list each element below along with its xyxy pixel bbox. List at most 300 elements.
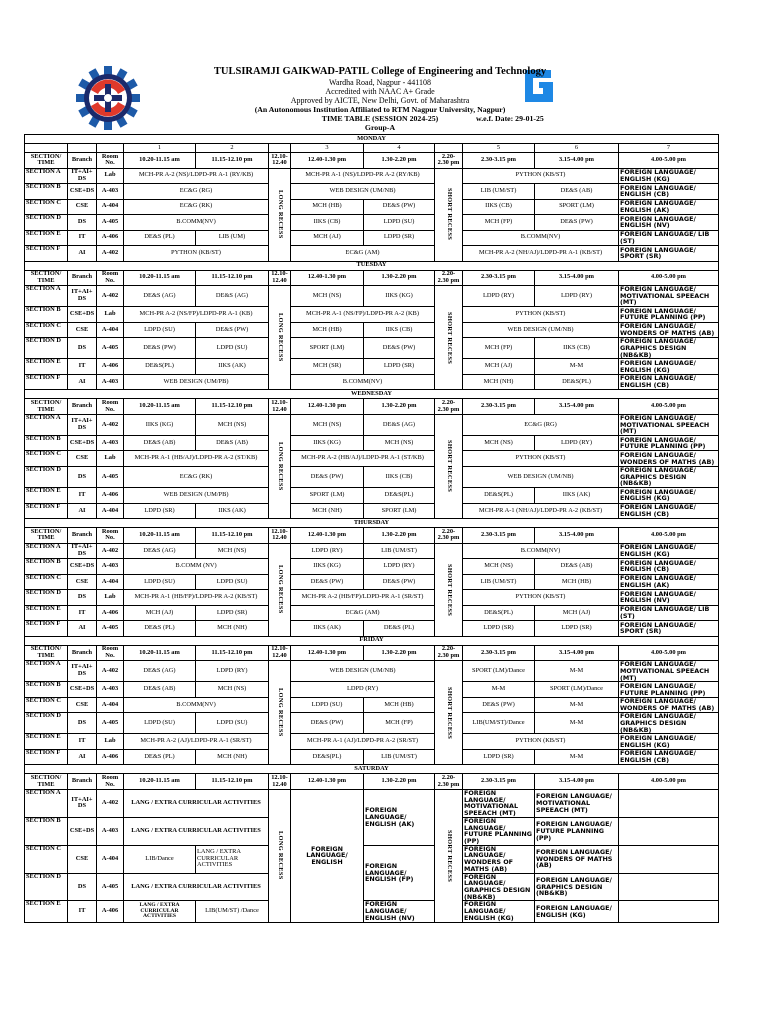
period-cell: DE&S (PW) [196, 322, 269, 338]
section-name: SECTION D [25, 873, 68, 901]
period-cell: LIB (UM/ST) [463, 184, 535, 200]
long-recess [269, 661, 291, 765]
section-name: SECTION D [25, 215, 68, 231]
blank-cell [269, 144, 291, 153]
table-row [25, 168, 719, 184]
room-cell: A-403 [97, 435, 124, 451]
foreign-language-cell: FOREIGN LANGUAGE/ ENGLISH (KG) [535, 901, 619, 922]
short-recess-timing: 2.20- 2.30 pm [435, 153, 463, 169]
foreign-language-cell: FOREIGN LANGUAGE/ GRAPHICS DESIGN (NB&KB) [619, 466, 719, 487]
period-cell: DE&S (AB) [124, 435, 196, 451]
period-cell: M-M [463, 682, 535, 698]
period-number: 5 [463, 144, 535, 153]
branch-cell: DS [68, 466, 97, 487]
section-name: SECTION C [25, 451, 68, 467]
period-cell: MCH (AJ) [124, 605, 196, 621]
period-cell: LDPD (RY) [291, 682, 435, 698]
branch-header: Branch [68, 270, 97, 286]
table-row [25, 322, 719, 338]
branch-cell: AI [68, 374, 97, 390]
period-cell: DE&S (PW) [364, 574, 435, 590]
period-cell: PYTHON (KB/ST) [463, 168, 619, 184]
section-name: SECTION F [25, 374, 68, 390]
blank-cell [619, 873, 719, 901]
period-cell: LDPD (RY) [196, 661, 269, 682]
short-recess [435, 543, 463, 636]
period-cell: MCH-PR A-2 (NH/AJ)/LDPD-PR A-1 (KB/ST) [463, 246, 619, 262]
foreign-language-cell: FOREIGN LANGUAGE/ ENGLISH (KG) [463, 901, 535, 922]
timing-header: 3.15-4.00 pm [535, 528, 619, 544]
period-cell: DE&S (AG) [196, 286, 269, 307]
room-cell: A-405 [97, 873, 124, 901]
table-row [25, 503, 719, 519]
section-name: SECTION A [25, 661, 68, 682]
period-cell: IIKS (KG) [291, 435, 364, 451]
foreign-language-cell: FOREIGN LANGUAGE/ MOTIVATIONAL SPEEACH (MT) [619, 414, 719, 435]
table-row [25, 451, 719, 467]
room-cell: A-403 [97, 374, 124, 390]
day-header-thursday: THURSDAY [25, 519, 719, 528]
period-cell: MCH (HB) [291, 322, 364, 338]
foreign-language-cell: FOREIGN LANGUAGE/ ENGLISH (AK) [364, 789, 435, 845]
period-cell: DE&S (AB) [196, 435, 269, 451]
timing-header: 4.00-5.00 pm [619, 399, 719, 415]
period-cell: LIB (UM) [196, 230, 269, 246]
table-row [25, 338, 719, 359]
period-cell: MCH (NS) [291, 286, 364, 307]
period-cell: LDPD (SR) [364, 359, 435, 375]
branch-cell: IT [68, 359, 97, 375]
room-header: Room No. [97, 645, 124, 661]
period-cell: LIB(UM/ST) /Dance [196, 901, 269, 922]
period-cell: MCH (NS) [196, 682, 269, 698]
period-cell: DE&S (AB) [535, 559, 619, 575]
college-name: TULSIRAMJI GAIKWAD-PATIL College of Engineering and Technology [213, 66, 547, 77]
period-cell: EC&G (AM) [291, 605, 435, 621]
long-recess-timing: 12.10-12.40 [269, 270, 291, 286]
period-cell: SPORT (LM) [291, 488, 364, 504]
period-cell: MCH (FP) [463, 338, 535, 359]
period-cell: DE&S (PW) [535, 215, 619, 231]
branch-cell: DS [68, 713, 97, 734]
period-cell: DE&S(PL) [291, 749, 364, 765]
room-header: Room No. [97, 270, 124, 286]
timing-header: 1.30-2.20 pm [364, 645, 435, 661]
timetable-body [25, 135, 719, 923]
foreign-language-cell: FOREIGN LANGUAGE/ GRAPHICS DESIGN (NB&KB) [619, 713, 719, 734]
section-name: SECTION E [25, 230, 68, 246]
branch-cell: IT [68, 605, 97, 621]
branch-cell: CSE+DS [68, 559, 97, 575]
long-recess-timing: 12.10-12.40 [269, 645, 291, 661]
period-cell: MCH-PR A-2 (HB/AJ)/LDPD-PR A-1 (ST/KB) [291, 451, 435, 467]
table-row [25, 845, 719, 873]
section-name: SECTION F [25, 749, 68, 765]
long-recess-label: LONG RECESS [276, 831, 284, 881]
period-cell: PYTHON (KB/ST) [463, 590, 619, 606]
table-row [25, 184, 719, 200]
period-cell: DE&S (AG) [124, 286, 196, 307]
foreign-language-cell: FOREIGN LANGUAGE/ MOTIVATIONAL SPEEACH (MT) [535, 789, 619, 817]
section-name: SECTION D [25, 590, 68, 606]
section-time-header: SECTION/ TIME [25, 153, 68, 169]
branch-cell: IT+AI+ DS [68, 543, 97, 559]
timing-header: 3.15-4.00 pm [535, 645, 619, 661]
period-cell: EC&G (RK) [124, 199, 269, 215]
period-cell: M-M [535, 359, 619, 375]
period-cell: B.COMM(NV) [463, 230, 619, 246]
foreign-language-cell: FOREIGN LANGUAGE/ ENGLISH (KG) [619, 734, 719, 750]
section-name: SECTION E [25, 488, 68, 504]
foreign-language-cell: FOREIGN LANGUAGE/ FUTURE PLANNING (PP) [619, 682, 719, 698]
section-name: SECTION F [25, 503, 68, 519]
period-cell: DE&S (PW) [364, 199, 435, 215]
period-cell: SPORT (LM) [291, 338, 364, 359]
period-cell: DE&S (PW) [364, 338, 435, 359]
branch-header: Branch [68, 399, 97, 415]
section-name: SECTION E [25, 605, 68, 621]
period-cell: LIB(UM/ST)/Dance [463, 713, 535, 734]
period-cell: DE&S (AG) [124, 543, 196, 559]
period-cell: LDPD (SU) [124, 713, 196, 734]
foreign-language-cell: FOREIGN LANGUAGE/ GRAPHICS DESIGN (NB&KB) [463, 873, 535, 901]
short-recess-timing: 2.20- 2.30 pm [435, 774, 463, 790]
room-cell: Lab [97, 590, 124, 606]
table-row [25, 488, 719, 504]
timing-header: 10.20-11.15 am [124, 270, 196, 286]
section-name: SECTION D [25, 338, 68, 359]
room-cell: A-403 [97, 682, 124, 698]
table-row [25, 435, 719, 451]
day-header-saturday: SATURDAY [25, 765, 719, 774]
short-recess [435, 789, 463, 922]
period-cell: WEB DESIGN (UM/NB) [291, 661, 435, 682]
room-cell: A-404 [97, 574, 124, 590]
timing-header: 2.30-3.15 pm [463, 528, 535, 544]
table-row [25, 682, 719, 698]
timing-header: 12.40-1.30 pm [291, 774, 364, 790]
period-cell: MCH (HB) [364, 697, 435, 713]
long-recess [269, 414, 291, 518]
long-recess-label: LONG RECESS [276, 565, 284, 614]
branch-cell: CSE [68, 322, 97, 338]
foreign-language-cell: FOREIGN LANGUAGE/ WONDERS OF MATHS (AB) [619, 451, 719, 467]
period-cell: MCH (NS) [364, 435, 435, 451]
room-cell: A-403 [97, 817, 124, 845]
period-cell: LDPD (SR) [463, 621, 535, 637]
branch-cell: CSE [68, 574, 97, 590]
section-time-header: SECTION/ TIME [25, 645, 68, 661]
foreign-language-cell: FOREIGN LANGUAGE/ ENGLISH (CB) [619, 559, 719, 575]
foreign-language-cell: FOREIGN LANGUAGE/ GRAPHICS DESIGN (NB&KB) [535, 873, 619, 901]
period-cell: MCH-PR A-2 (AJ)/LDPD-PR A-1 (SR/ST) [124, 734, 269, 750]
short-recess-label: SHORT RECESS [445, 829, 453, 882]
period-cell: MCH (NH) [463, 374, 535, 390]
timing-header: 12.40-1.30 pm [291, 528, 364, 544]
short-recess-timing: 2.20- 2.30 pm [435, 399, 463, 415]
section-name: SECTION D [25, 466, 68, 487]
branch-cell: CSE [68, 845, 97, 873]
long-recess [269, 286, 291, 390]
long-recess-timing: 12.10-12.40 [269, 153, 291, 169]
naac-accreditation: Accredited with NAAC A+ Grade [325, 87, 435, 96]
room-cell: A-402 [97, 286, 124, 307]
table-row [25, 574, 719, 590]
foreign-language-cell: FOREIGN LANGUAGE/ WONDERS OF MATHS (AB) [535, 845, 619, 873]
period-cell: DE&S (PL) [124, 230, 196, 246]
foreign-language-cell: FOREIGN LANGUAGE/ SPORT (SR) [619, 246, 719, 262]
period-cell: DE&S (AG) [124, 661, 196, 682]
long-recess [269, 789, 291, 922]
timing-header: 12.40-1.30 pm [291, 153, 364, 169]
short-recess [435, 168, 463, 261]
period-cell: LDPD (RY) [535, 286, 619, 307]
period-cell: IIKS (KG) [124, 414, 196, 435]
table-row [25, 789, 719, 817]
long-recess [269, 168, 291, 261]
period-cell: IIKS (CB) [463, 199, 535, 215]
session-title: TIME TABLE (SESSION 2024-25) [321, 114, 439, 123]
timing-header: 1.30-2.20 pm [364, 774, 435, 790]
period-cell: MCH-PR A-1 (NS/FP)/LDPD-PR A-2 (KB) [291, 307, 435, 323]
timing-header: 1.30-2.20 pm [364, 270, 435, 286]
branch-cell: IT [68, 230, 97, 246]
timing-header: 2.30-3.15 pm [463, 645, 535, 661]
period-cell: B.COMM(NV) [124, 215, 269, 231]
section-name: SECTION A [25, 414, 68, 435]
period-cell: DE&S (AG) [364, 414, 435, 435]
foreign-language-cell: FOREIGN LANGUAGE/ ENGLISH (NV) [619, 215, 719, 231]
timing-header: 12.40-1.30 pm [291, 645, 364, 661]
period-cell: WEB DESIGN (UM/PB) [124, 488, 269, 504]
branch-cell: IT+AI+ DS [68, 661, 97, 682]
foreign-language-cell: FOREIGN LANGUAGE/ WONDERS OF MATHS (AB) [619, 697, 719, 713]
period-cell: LDPD (RY) [463, 286, 535, 307]
foreign-language-cell: FOREIGN LANGUAGE/ WONDERS OF MATHS (AB) [463, 845, 535, 873]
period-cell: LDPD (SR) [196, 605, 269, 621]
period-number: 4 [364, 144, 435, 153]
period-cell: LDPD (SU) [291, 697, 364, 713]
period-cell: LDPD (SU) [196, 338, 269, 359]
room-cell: A-405 [97, 215, 124, 231]
blank-cell [68, 144, 97, 153]
long-recess-timing: 12.10-12.40 [269, 774, 291, 790]
foreign-language-cell: FOREIGN LANGUAGE/ ENGLISH (NV) [619, 590, 719, 606]
room-header: Room No. [97, 399, 124, 415]
day-header-friday: FRIDAY [25, 636, 719, 645]
room-cell: A-406 [97, 605, 124, 621]
section-time-header: SECTION/ TIME [25, 270, 68, 286]
branch-cell: DS [68, 338, 97, 359]
timing-header: 2.30-3.15 pm [463, 153, 535, 169]
table-row [25, 543, 719, 559]
period-cell: MCH (AJ) [463, 359, 535, 375]
period-cell: DE&S (PW) [291, 713, 364, 734]
period-cell: MCH (AJ) [291, 230, 364, 246]
table-row [25, 661, 719, 682]
room-cell: A-404 [97, 199, 124, 215]
timing-header: 2.30-3.15 pm [463, 399, 535, 415]
period-number: 7 [619, 144, 719, 153]
period-cell: LDPD (SR) [364, 230, 435, 246]
period-cell: SPORT (LM) [535, 199, 619, 215]
foreign-language-cell: FOREIGN LANGUAGE/ ENGLISH (KG) [619, 359, 719, 375]
table-row [25, 466, 719, 487]
room-cell: Lab [97, 168, 124, 184]
short-recess [435, 661, 463, 765]
branch-cell: DS [68, 590, 97, 606]
period-cell: M-M [535, 697, 619, 713]
period-cell: IIKS (AK) [196, 503, 269, 519]
section-name: SECTION B [25, 817, 68, 845]
timing-header: 4.00-5.00 pm [619, 645, 719, 661]
table-row [25, 307, 719, 323]
period-cell: LANG / EXTRA CURRICULAR ACTIVITIES [124, 873, 269, 901]
period-cell: MCH-PR A-2 (NS/FP)/LDPD-PR A-1 (KB) [124, 307, 269, 323]
foreign-language-cell: FOREIGN LANGUAGE/ LIB (ST) [619, 605, 719, 621]
branch-cell: IT [68, 734, 97, 750]
day-header-wednesday: WEDNESDAY [25, 390, 719, 399]
branch-header: Branch [68, 153, 97, 169]
long-recess-label: LONG RECESS [276, 313, 284, 362]
period-cell: EC&G (RG) [124, 184, 269, 200]
table-row [25, 749, 719, 765]
blank-cell [97, 144, 124, 153]
period-cell: LDPD (SU) [196, 574, 269, 590]
timing-header: 10.20-11.15 am [124, 399, 196, 415]
timing-header: 4.00-5.00 pm [619, 270, 719, 286]
timing-header: 4.00-5.00 pm [619, 528, 719, 544]
timing-header: 12.40-1.30 pm [291, 270, 364, 286]
short-recess-label: SHORT RECESS [445, 563, 453, 616]
period-number: 3 [291, 144, 364, 153]
section-time-header: SECTION/ TIME [25, 774, 68, 790]
room-cell: A-406 [97, 359, 124, 375]
section-name: SECTION E [25, 734, 68, 750]
foreign-language-cell: FOREIGN LANGUAGE/ SPORT (SR) [619, 621, 719, 637]
period-cell: IIKS (CB) [291, 215, 364, 231]
period-cell: MCH (FP) [463, 215, 535, 231]
room-header: Room No. [97, 774, 124, 790]
period-cell: MCH-PR A-1 (NH/AJ)/LDPD-PR A-2 (KB/ST) [463, 503, 619, 519]
period-cell: LANG / EXTRA CURRICULAR ACTIVITIES [196, 845, 269, 873]
section-name: SECTION B [25, 682, 68, 698]
period-cell: EC&G (RG) [463, 414, 619, 435]
period-cell: SPORT (LM) [364, 503, 435, 519]
section-time-header: SECTION/ TIME [25, 399, 68, 415]
period-cell: M-M [535, 749, 619, 765]
room-header: Room No. [97, 528, 124, 544]
room-cell: Lab [97, 734, 124, 750]
period-cell: MCH-PR A-1 (AJ)/LDPD-PR A-2 (SR/ST) [291, 734, 435, 750]
foreign-language-cell: FOREIGN LANGUAGE/ WONDERS OF MATHS (AB) [619, 322, 719, 338]
period-cell: MCH (HB) [291, 199, 364, 215]
short-recess-label: SHORT RECESS [445, 188, 453, 241]
period-cell: MCH-PR A-2 (NS)/LDPD-PR A-1 (RY/KB) [124, 168, 269, 184]
period-cell: M-M [535, 661, 619, 682]
period-cell: DE&S (PL) [124, 749, 196, 765]
section-name: SECTION E [25, 359, 68, 375]
period-cell: LANG / EXTRA CURRICULAR ACTIVITIES [124, 901, 196, 922]
period-cell: IIKS (AK) [535, 488, 619, 504]
table-row [25, 590, 719, 606]
blank-cell [619, 845, 719, 873]
table-row [25, 697, 719, 713]
period-number: 2 [196, 144, 269, 153]
foreign-language-cell: FOREIGN LANGUAGE/ MOTIVATIONAL SPEEACH (MT) [619, 661, 719, 682]
table-row [25, 230, 719, 246]
period-cell: IIKS (CB) [364, 322, 435, 338]
blank-cell [619, 789, 719, 817]
timing-header: 12.40-1.30 pm [291, 399, 364, 415]
table-row [25, 734, 719, 750]
room-cell: A-405 [97, 338, 124, 359]
branch-cell: DS [68, 873, 97, 901]
section-time-header: SECTION/ TIME [25, 528, 68, 544]
foreign-language-cell: FOREIGN LANGUAGE/ ENGLISH (KG) [619, 543, 719, 559]
period-cell: IIKS (AK) [291, 621, 364, 637]
period-cell: EC&G (AM) [291, 246, 435, 262]
timing-header: 11.15-12.10 pm [196, 399, 269, 415]
room-cell: A-405 [97, 713, 124, 734]
period-cell: DE&S (PL) [364, 621, 435, 637]
short-recess-timing: 2.20- 2.30 pm [435, 528, 463, 544]
period-cell: MCH (NS) [291, 414, 364, 435]
foreign-language-cell: FOREIGN LANGUAGE/ ENGLISH (KG) [619, 488, 719, 504]
timing-header: 11.15-12.10 pm [196, 528, 269, 544]
effective-date: w.e.f. Date: 29-01-25 [476, 114, 544, 123]
section-name: SECTION A [25, 286, 68, 307]
period-number: 1 [124, 144, 196, 153]
section-name: SECTION C [25, 697, 68, 713]
foreign-language-cell: FOREIGN LANGUAGE/ MOTIVATIONAL SPEEACH (MT) [619, 286, 719, 307]
timing-header: 11.15-12.10 pm [196, 270, 269, 286]
timing-header: 4.00-5.00 pm [619, 153, 719, 169]
period-cell: MCH-PR A-1 (HB/AJ)/LDPD-PR A-2 (ST/KB) [124, 451, 269, 467]
period-cell: LDPD (SR) [124, 503, 196, 519]
room-cell: A-406 [97, 488, 124, 504]
foreign-language-cell: FOREIGN LANGUAGE/ ENGLISH (CB) [619, 749, 719, 765]
aicte-approval: Approved by AICTE, New Delhi, Govt. of Maharashtra [290, 96, 470, 105]
period-cell: WEB DESIGN (UM/NB) [463, 322, 619, 338]
table-row [25, 199, 719, 215]
foreign-language-cell: FOREIGN LANGUAGE/ FUTURE PLANNING (PP) [619, 307, 719, 323]
foreign-language-cell: FOREIGN LANGUAGE/ FUTURE PLANNING (PP) [535, 817, 619, 845]
timing-header: 4.00-5.00 pm [619, 774, 719, 790]
section-name: SECTION C [25, 845, 68, 873]
day-header-monday: MONDAY [25, 135, 719, 144]
period-cell: MCH (NH) [291, 503, 364, 519]
period-number: 6 [535, 144, 619, 153]
branch-cell: AI [68, 246, 97, 262]
period-cell: LDPD (SR) [535, 621, 619, 637]
branch-cell: CSE+DS [68, 682, 97, 698]
room-cell: A-402 [97, 543, 124, 559]
short-recess-timing: 2.20- 2.30 pm [435, 270, 463, 286]
room-cell: A-404 [97, 697, 124, 713]
period-cell: PYTHON (KB/ST) [463, 307, 619, 323]
foreign-language-cell: FOREIGN LANGUAGE/ ENGLISH (CB) [619, 503, 719, 519]
table-row [25, 621, 719, 637]
long-recess-label: LONG RECESS [276, 688, 284, 738]
branch-cell: IT+AI+ DS [68, 286, 97, 307]
short-recess-label: SHORT RECESS [445, 686, 453, 739]
period-cell: MCH (NS) [463, 435, 535, 451]
timing-header: 3.15-4.00 pm [535, 774, 619, 790]
section-name: SECTION C [25, 574, 68, 590]
period-cell: LIB (UM/ST) [364, 749, 435, 765]
branch-cell: CSE [68, 199, 97, 215]
